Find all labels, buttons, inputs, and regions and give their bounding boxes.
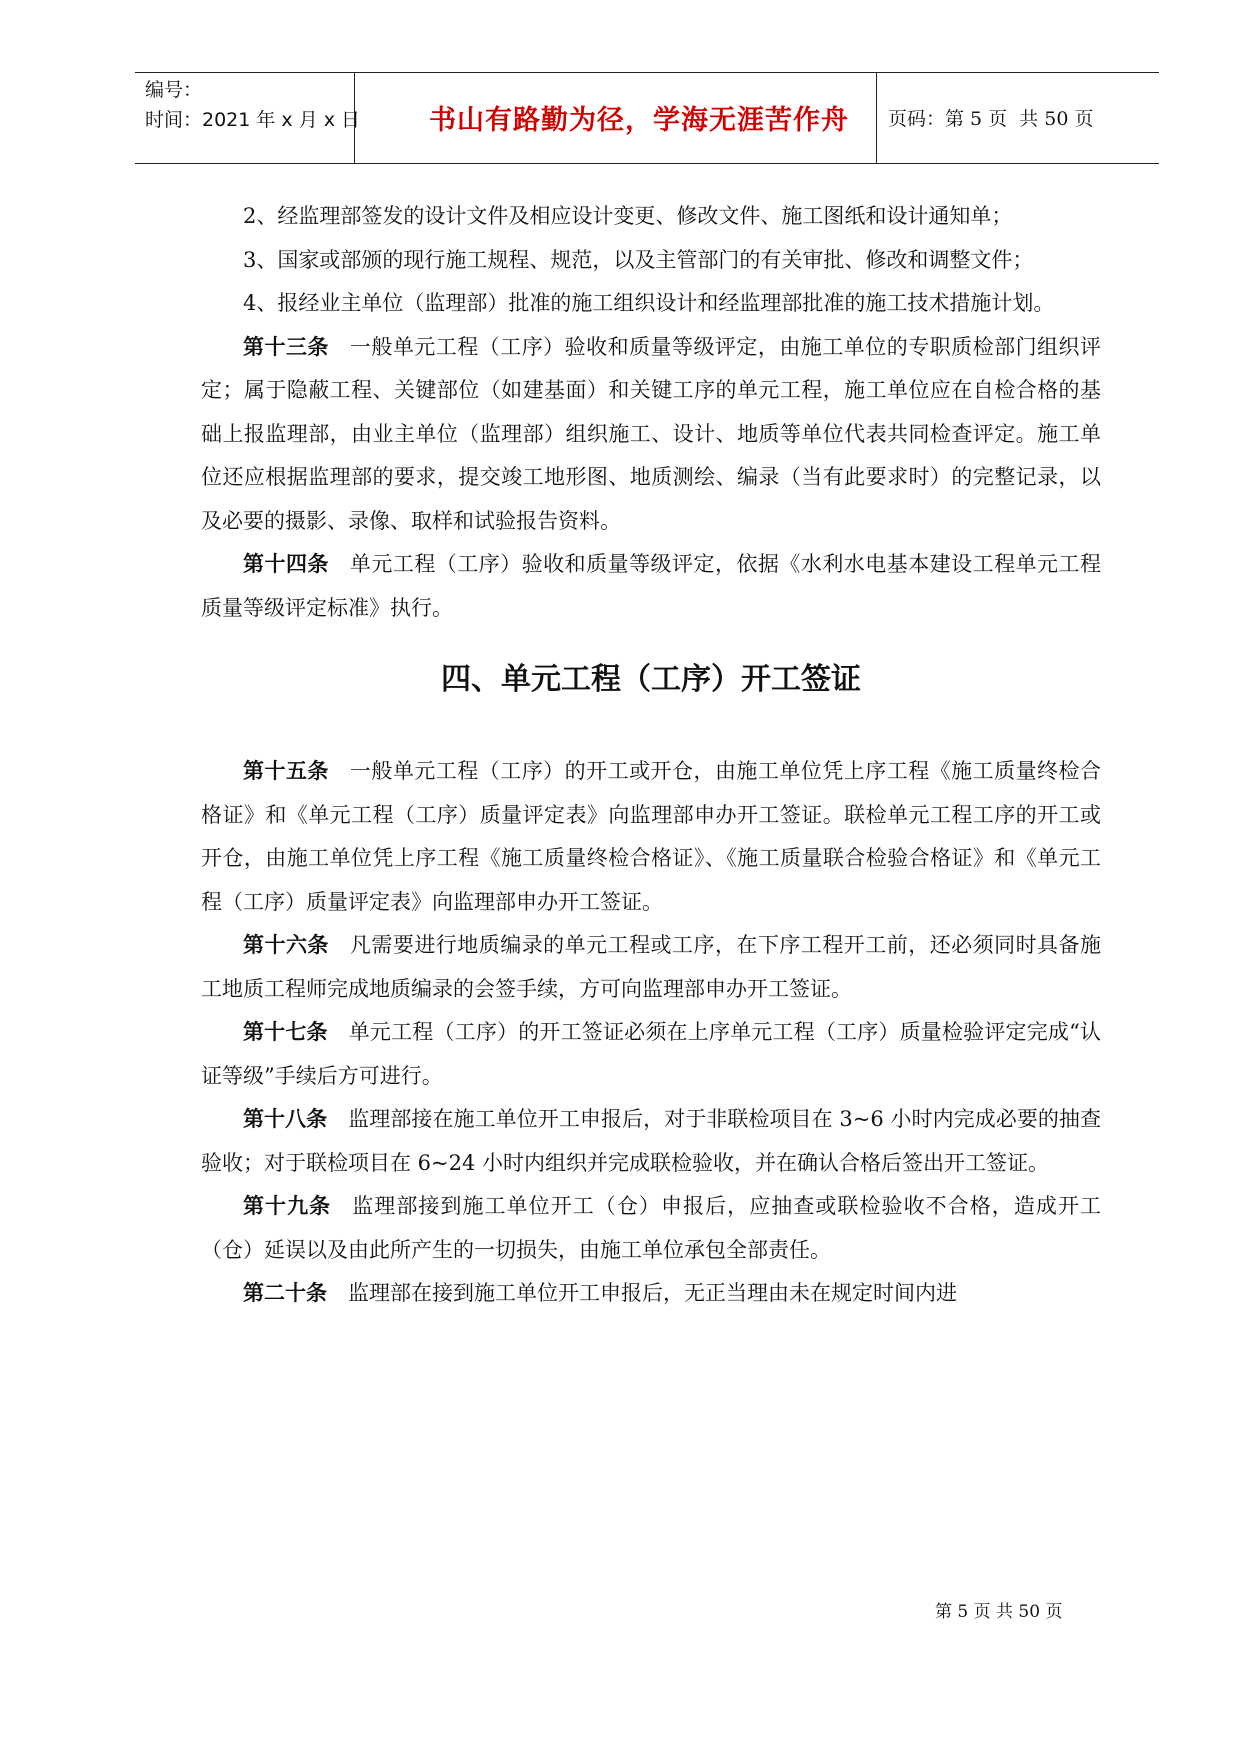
header-divider-left: [354, 73, 355, 163]
article-text: 一般单元工程（工序）的开工或开仓，由施工单位凭上序工程《施工质量终检合格证》和《单元工程（工序）质量评定表》向监理部申办开工签证。联检单元工程工序的开工或开仓，由施工单位凭上序工程《施工质量终检合格证》、《施工质量联合检验合格证》和《单元工程（工序）质量评定表》向监理部申办开工签证。: [201, 759, 1102, 914]
article-label: 第十九条: [243, 1194, 332, 1218]
header-meta: [145, 75, 360, 135]
article-text: 监理部在接到施工单位开工申报后，无正当理由未在规定时间内进: [348, 1281, 957, 1305]
article-paragraph: [201, 1185, 1101, 1272]
list-paragraph: [201, 282, 1101, 326]
page-header: [135, 72, 1159, 164]
date-label: 时间：2021 年 x 月 x 日: [145, 109, 361, 131]
article-label: 第二十条: [243, 1281, 327, 1305]
list-paragraph: [201, 239, 1101, 283]
article-label: 第十五条: [243, 759, 329, 783]
serial-number-label: 编号：: [145, 79, 203, 101]
article-text: 单元工程（工序）的开工签证必须在上序单元工程（工序）质量检验评定完成“认证等级”手续后方可进行。: [201, 1020, 1102, 1088]
article-paragraph: [201, 750, 1101, 924]
list-paragraph: [201, 195, 1101, 239]
section-heading: 四、单元工程（工序）开工签证: [441, 662, 861, 697]
article-text: 监理部接到施工单位开工（仓）申报后，应抽查或联检验收不合格，造成开工（仓）延误以及由此所产生的一切损失，由施工单位承包全部责任。: [201, 1194, 1101, 1262]
header-motto: 书山有路勤为径，学海无涯苦作舟: [429, 105, 849, 136]
article-text: 监理部接在施工单位开工申报后，对于非联检项目在 3~6 小时内完成必要的抽查验收；对于联检项目在 6~24 小时内组织并完成联检验收，并在确认合格后签出开工签证。: [201, 1107, 1101, 1175]
article-label: 第十四条: [243, 552, 329, 576]
article-paragraph: [201, 1011, 1101, 1098]
article-label: 第十三条: [243, 334, 329, 359]
article-paragraph: [201, 543, 1101, 630]
paragraph-text: 4、报经业主单位（监理部）批准的施工组织设计和经监理部批准的施工技术措施计划。: [243, 291, 1055, 315]
article-label: 第十七条: [243, 1020, 328, 1044]
article-paragraph: [201, 1272, 1101, 1316]
article-label: 第十八条: [243, 1107, 328, 1131]
header-page-info: 页码：第 5 页 共 50 页: [888, 108, 1094, 130]
article-paragraph: [201, 924, 1101, 1011]
article-text: 单元工程（工序）验收和质量等级评定，依据《水利水电基本建设工程单元工程质量等级评定标准》执行。: [201, 552, 1102, 620]
article-text: 一般单元工程（工序）验收和质量等级评定，由施工单位的专职质检部门组织评定；属于隐蔽工程、关键部位（如建基面）和关键工序的单元工程，施工单位应在自检合格的基础上报监理部，由业主单位（监理部）组织施工、设计、地质等单位代表共同检查评定。施工单位还应根据监理部的要求，提交竣工地形图、地质测绘、编录（当有此要求时）的完整记录，以及必要的摄影、录像、取样和试验报告资料。: [201, 334, 1102, 533]
article-label: 第十六条: [243, 933, 329, 957]
header-divider-right: [876, 73, 877, 163]
page-footer-number: 第 5 页 共 50 页: [935, 1602, 1063, 1622]
paragraph-text: 3、国家或部颁的现行施工规程、规范，以及主管部门的有关审批、修改和调整文件；: [243, 247, 1034, 272]
article-text: 凡需要进行地质编录的单元工程或工序，在下序工程开工前，还必须同时具备施工地质工程师完成地质编录的会签手续，方可向监理部申办开工签证。: [201, 933, 1102, 1001]
document-body: [201, 195, 1101, 1316]
article-paragraph: [201, 1098, 1101, 1185]
article-paragraph: [201, 326, 1101, 544]
paragraph-text: 2、经监理部签发的设计文件及相应设计变更、修改文件、施工图纸和设计通知单；: [243, 204, 1013, 228]
